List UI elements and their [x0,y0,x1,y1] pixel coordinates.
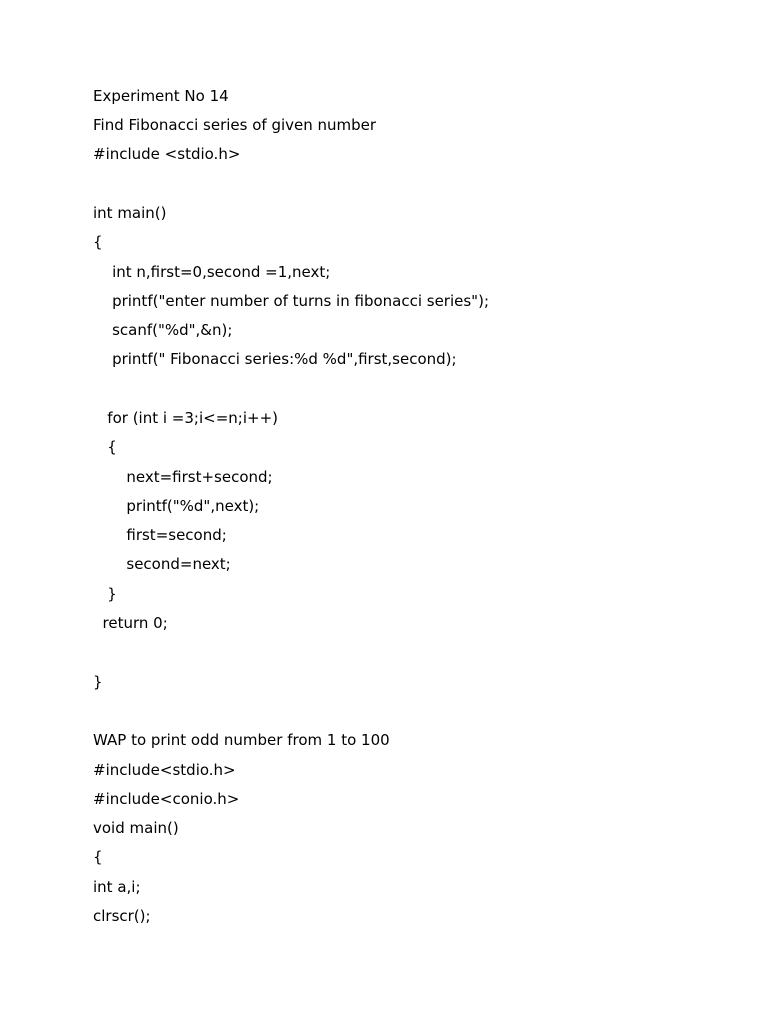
code-line: first=second; [93,526,227,544]
code-line: second=next; [93,555,231,573]
code-line: for (int i =3;i<=n;i++) [93,409,278,427]
code-line: { [93,438,117,456]
experiment-subtitle: Find Fibonacci series of given number [93,116,377,134]
code-line: return 0; [93,614,168,632]
experiment-title: Experiment No 14 [93,87,229,105]
code-line: #include<stdio.h> [93,761,236,779]
code-line: #include<conio.h> [93,790,240,808]
code-line: clrscr(); [93,907,151,925]
code-line: printf("%d",next); [93,497,260,515]
code-line: scanf("%d",&n); [93,321,233,339]
code-line: { [93,233,103,251]
code-line: { [93,848,103,866]
code-line: printf("enter number of turns in fibonacci series"); [93,292,489,310]
code-line: printf(" Fibonacci series:%d %d",first,second); [93,350,457,368]
code-line: } [93,673,103,691]
code-line: next=first+second; [93,468,273,486]
code-line: int main() [93,204,167,222]
code-line: } [93,585,117,603]
code-line: int a,i; [93,878,141,896]
code-line: void main() [93,819,179,837]
code-line: #include <stdio.h> [93,145,241,163]
section-heading: WAP to print odd number from 1 to 100 [93,731,390,749]
code-line: int n,first=0,second =1,next; [93,263,331,281]
